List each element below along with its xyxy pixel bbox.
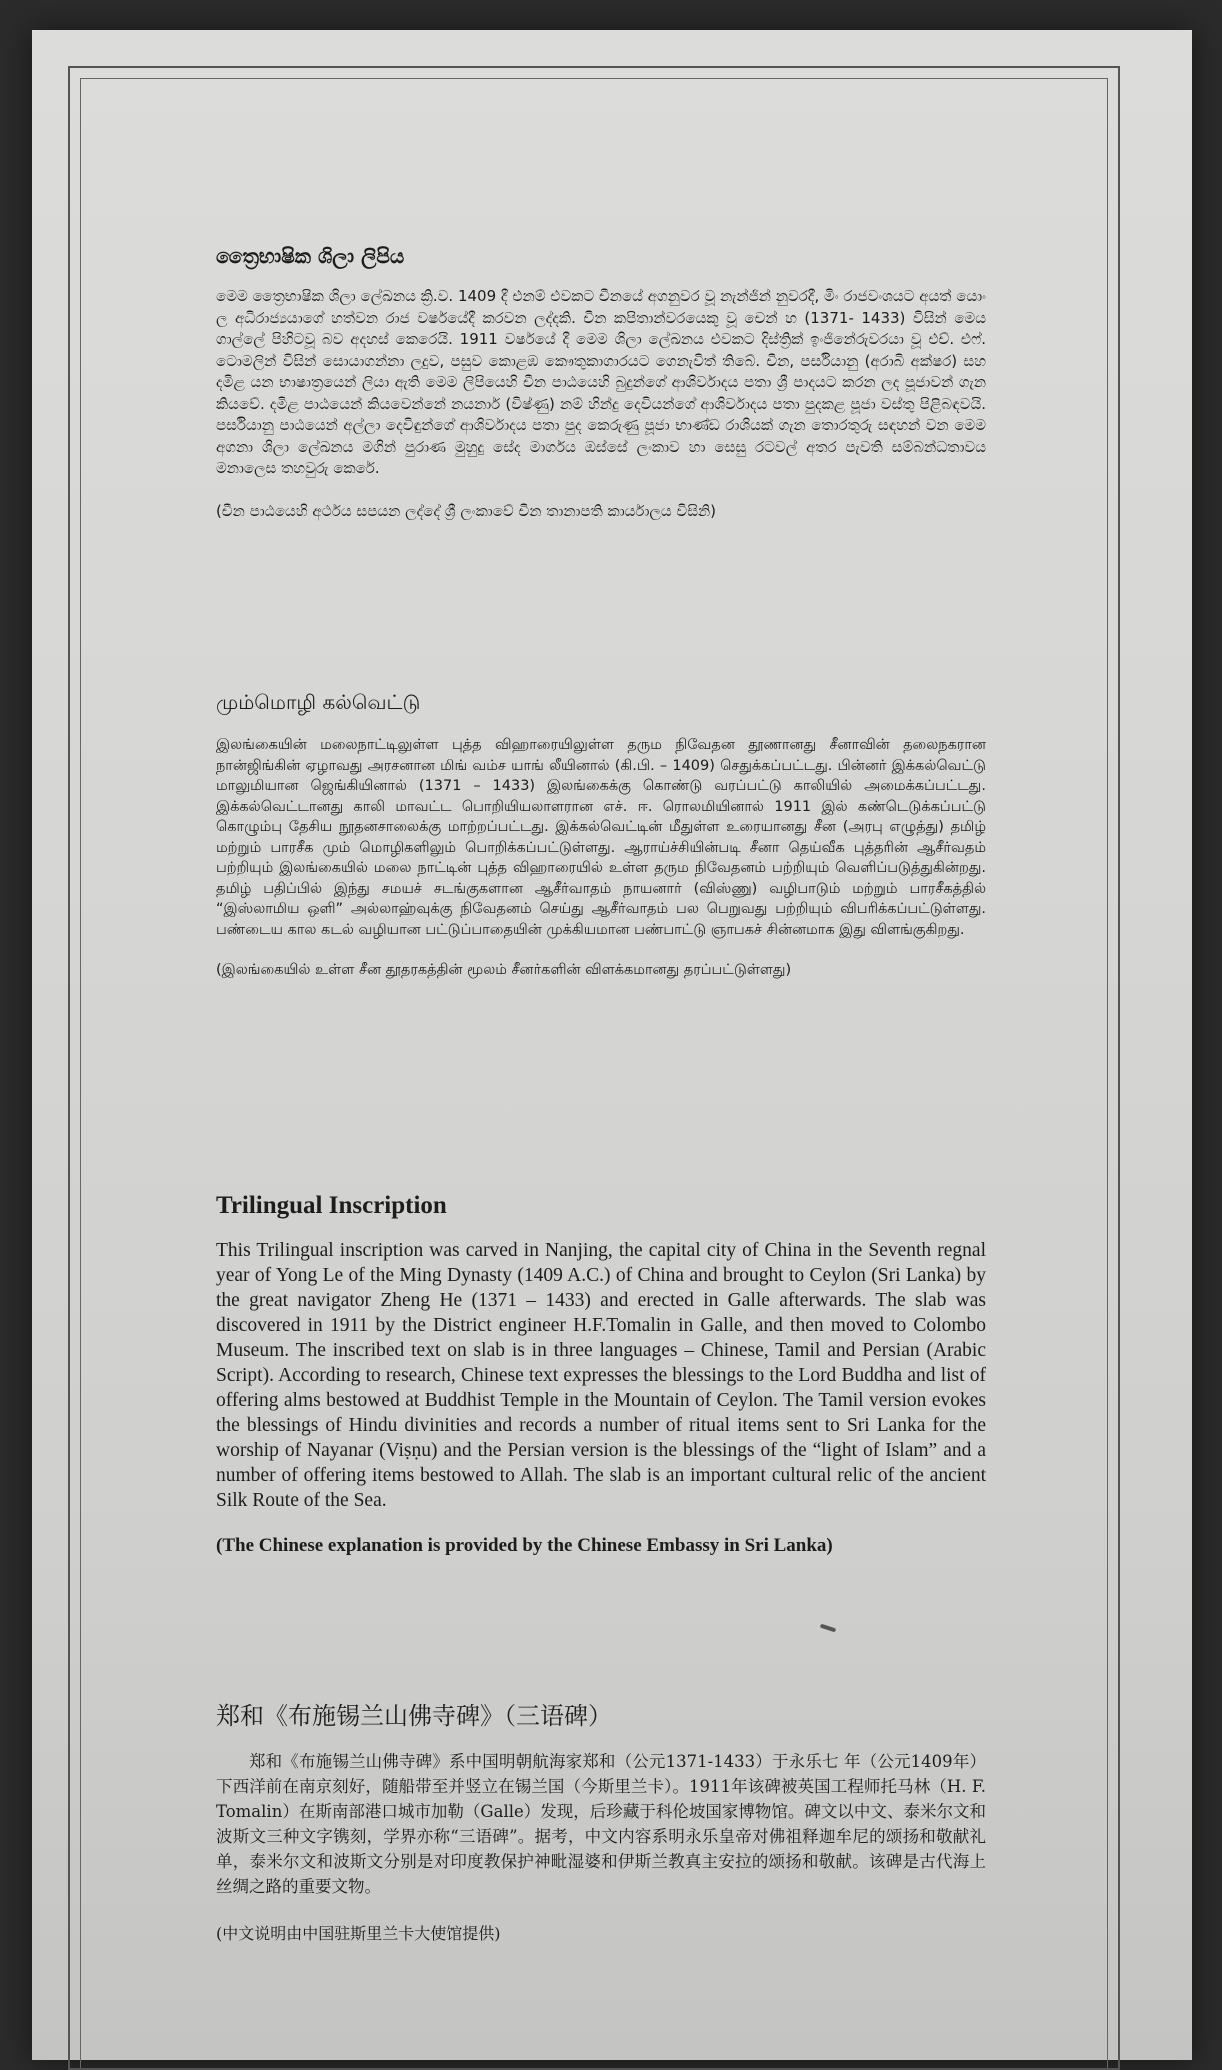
- english-credit: (The Chinese explanation is provided by the Chinese Embassy in Sri Lanka): [216, 1535, 833, 1556]
- sinhala-section: [216, 244, 986, 520]
- chinese-credit: (中文说明由中国驻斯里兰卡大使馆提供): [216, 1924, 501, 1943]
- tamil-body: இலங்கையின் மலைநாட்டிலுள்ள புத்த விஹாரையிலுள்ள தரும நிவேதன தூணானது சீனாவின் தலைநகரான நான்ஜிங்கின் ஏழாவது அரசனான மிங் வம்ச யாங் லீயினால் (கி.பி. – 1409) செதுக்கப்பட்டது. பின்னர் இக்கல்வெட்டு மாலுமியான ஜெங்கியினால் (1371 – 1433) இலங்கைக்கு கொண்டு வரப்பட்டு காலியில் அமைக்கப்பட்டது. இக்கல்வெட்டானது காலி மாவட்ட பொறியியலாளரான எச். ஈ. ரொலமியினால் 1911 இல் கண்டெடுக்கப்பட்டு கொழும்பு தேசிய நூதனசாலைக்கு மாற்றப்பட்டது. இக்கல்வெட்டின் மீதுள்ள உரையானது சீன (அரபு எழுத்து) தமிழ் மற்றும் பாரசீக மும் மொழிகளிலும் பொறிக்கப்பட்டுள்ளது. ஆராய்ச்சியின்படி சீனா தெய்வீக புத்தரின் ஆசீர்வதம் பற்றியும் இலங்கையில் மலை நாட்டின் புத்த விஹாரையில் உள்ள தரும நிவேதனம் பற்றியும் வெளிப்படுத்துகின்றது. தமிழ் பதிப்பில் இந்து சமயச் சடங்குகளான ஆசீர்வாதம் நாயனார் (விஸ்ணு) வழிபாடும் மற்றும் பாரசீகத்தில் “இஸ்லாமிய ஒளி” அல்லாஹ்வுக்கு நிவேதனம் செய்து ஆசீர்வாதம் பல பெறுவது பற்றியும் விபரிக்கப்பட்டுள்ளது. பண்டைய கால கடல் வழியான பட்டுப்பாதையின் முக்கியமான பண்பாட்டு ஞாபகச் சின்னமாக இது விளங்குகிறது.: [216, 737, 986, 938]
- sinhala-credit: (චීන පාඨයෙහි අර්ථය සපයන ලද්දේ ශ්‍රී ලංකාවේ චීන තානාපති කාර්යාලය විසිනි): [216, 501, 717, 520]
- english-section: [216, 1192, 986, 1557]
- chinese-body: 郑和《布施锡兰山佛寺碑》系中国明朝航海家郑和（公元1371-1433）于永乐七 年（公元1409年）下西洋前在南京刻好，随船带至并竖立在锡兰国（今斯里兰卡）。1911年该碑被英国工程师托马林（H. F. Tomalin）在斯南部港口城市加勒（Galle）发现，后珍藏于科伦坡国家博物馆。碑文以中文、泰米尔文和波斯文三种文字镌刻，学界亦称“三语碑”。据考，中文内容系明永乐皇帝对佛祖释迦牟尼的颂扬和敬献礼单，泰米尔文和波斯文分别是对印度教保护神毗湿婆和伊斯兰教真主安拉的颂扬和敬献。该碑是古代海上丝绸之路的重要文物。: [216, 1752, 986, 1896]
- tamil-title: மும்மொழி கல்வெட்டு: [216, 690, 421, 714]
- sinhala-body: මෙම ත්‍රෛභාෂික ශිලා ලේඛනය ක්‍රි.ව. 1409 දී එනම් එවකට චීනයේ අගනුවර වූ නැන්ජින් නුවරදී, මිං රාජවංශයට අයත් යොං ල අධිරාජ්‍යයාගේ හත්වන රාජ වර්ෂයේදී කරවන ලද්දකි. චීන කපිතාන්වරයෙකු වූ චෙන් හ (1371- 1433) විසින් මෙය ගාල්ලේ පිහිටවූ බව අදහස් කෙරෙයි. 1911 වර්ෂයේ දී මෙම ශිලා ලේඛනය එවකට දිස්ත්‍රික් ඉංජිනේරුවරයා වූ එච්. එෆ්. ටොමලින් විසින් සොයාගන්නා ලදුව, පසුව කොළඹ කෞතුකාගාරයට ගෙනැවිත් තිබේ. චීන, පර්සියානු (අරාබි අක්ෂර) සහ දමිළ යන භාෂාත්‍රයෙන් ලියා ඇති මෙම ලිපියෙහි චීන පාඨයෙහි බුදුන්ගේ ආශිර්වාදය පතා ශ්‍රී පාදයට කරන ලද පූජාවන් ගැන කියවේ. දමිළ පාඨයෙන් කියවෙන්නේ නයනාර් (විෂ්ණු) නම් හින්දු දෙවියන්ගේ ආශිර්වාදය පතා පුදකළ පූජා වස්තු පිළිබඳවයි. පර්සියානු පාඨයෙන් අල්ලා දෙවිඳුන්ගේ ආශිර්වාදය පතා පුද කෙරුණු පූජා භාණ්ඩ රාශියක් ගැන තොරතුරු සඳහන් වන මෙම අගනා ශිලා ලේඛනය මගින් පුරාණ මුහුදු සේද මාර්ගය ඔස්සේ ලංකාව හා සෙසු රටවල් අතර පැවති සම්බන්ධතාවය මනාලෙස තහවුරු කෙරේ.: [216, 287, 986, 477]
- tamil-credit: (இலங்கையில் உள்ள சீன தூதரகத்தின் மூலம் சீனர்களின் விளக்கமானது தரப்பட்டுள்ளது): [216, 962, 792, 978]
- tamil-section: [216, 690, 986, 980]
- english-title: Trilingual Inscription: [216, 1192, 447, 1219]
- english-body: This Trilingual inscription was carved in Nanjing, the capital city of China in the Seventh regnal year of Yong Le of the Ming Dynasty (1409 A.C.) of China and brought to Ceylon (Sri Lanka) by the great navigator Zheng He (1371 – 1433) and erected in Galle afterwards. The slab was discovered in 1911 by the District engineer H.F.Tomalin in Galle, and then moved to Colombo Museum. The inscribed text on slab is in three languages – Chinese, Tamil and Persian (Arabic Script). According to research, Chinese text expresses the blessings to the Lord Buddha and list of offering alms bestowed at Buddhist Temple in the Mountain of Ceylon. The Tamil version evokes the blessings of Hindu divinities and records a number of ritual items sent to Sri Lanka for the worship of Nayanar (Viṣṇu) and the Persian version is the blessings of the “light of Islam” and a number of offering items bestowed to Allah. The slab is an important cultural relic of the ancient Silk Route of the Sea.: [216, 1240, 986, 1511]
- chinese-title: 郑和《布施锡兰山佛寺碑》（三语碑）: [216, 1702, 612, 1730]
- chinese-section: [216, 1696, 986, 1944]
- sinhala-title: ත්‍රෛභාෂික ශිලා ලිපිය: [216, 244, 405, 268]
